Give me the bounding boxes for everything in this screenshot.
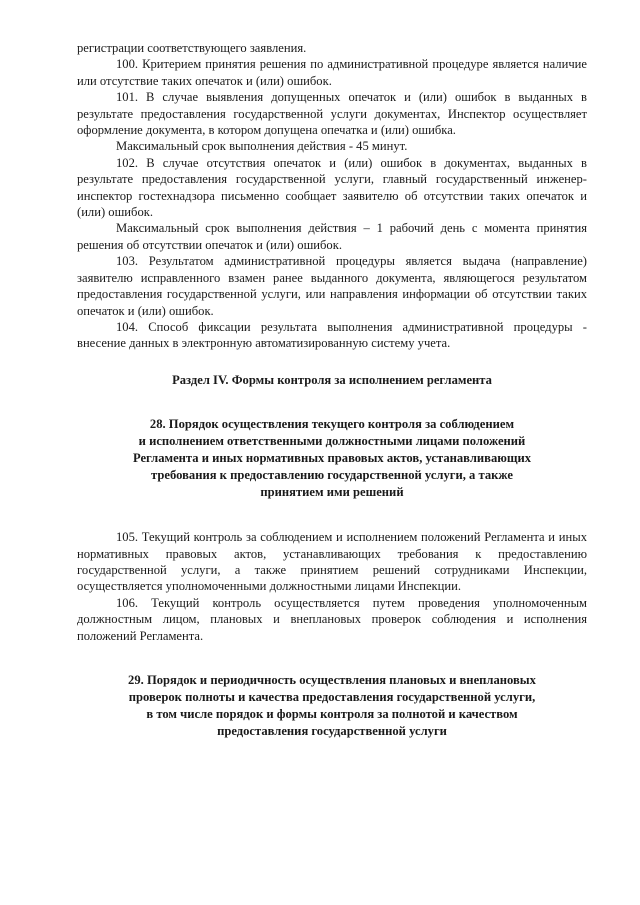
subsection-28-line: и исполнением ответственными должностными лицами положений xyxy=(138,434,526,449)
subsection-29-line: в том числе порядок и формы контроля за полнотой и качеством xyxy=(146,706,518,721)
paragraph-102: 102. В случае отсутствия опечаток и (или) ошибок в документах, выданных в результате предоставления государственной услуги, главный государственный инженер-инспектор гостехнадзора письменно сообщает заявителю об отсутствии таких опечаток и (или) ошибок. xyxy=(77,155,587,220)
paragraphs-28 xyxy=(77,529,587,644)
subsection-28-line: 28. Порядок осуществления текущего контроля за соблюдением xyxy=(149,417,515,432)
paragraph: регистрации соответствующего заявления. xyxy=(77,41,307,55)
subsection-29-line: проверок полноты и качества предоставления государственной услуги, xyxy=(128,689,536,704)
subsection-28-line: принятием ими решений xyxy=(260,485,404,500)
paragraph-103: 103. Результатом административной процедуры является выдача (направление) заявителю исправленного взамен ранее выданного документа, являющегося результатом предоставления государственной услуги, или направления информации об отсутствии таких опечаток и (или) ошибок. xyxy=(77,254,587,318)
paragraph-106: 106. Текущий контроль осуществляется путем проведения уполномоченным должностным лицом, плановых и внеплановых проверок соблюдения и исполнения положений Регламента. xyxy=(77,595,587,643)
subsection-29-title xyxy=(77,672,587,740)
paragraph-105: 105. Текущий контроль за соблюдением и исполнением положений Регламента и иных нормативных правовых актов, устанавливающих требования к предоставлению государственной услуги, а также принятием решений сотрудниками Инспекции, осуществляется уполномоченными должностными лицами Инспекции. xyxy=(77,530,587,594)
paragraph-101: 101. В случае выявления допущенных опечаток и (или) ошибок в выданных в результате предоставления государственной услуги документах, Инспектор осуществляет оформление документа, в котором допущена опечатка и (или) ошибка. xyxy=(77,90,587,138)
subsection-28-line: Регламента и иных нормативных правовых актов, устанавливающих xyxy=(132,451,532,466)
paragraph-deadline-45: Максимальный срок выполнения действия - 45 минут. xyxy=(116,139,408,154)
paragraph-deadline-1-day: Максимальный срок выполнения действия – 1 рабочий день с момента принятия решения об отсутствии опечаток и (или) ошибок. xyxy=(77,221,587,252)
subsection-29-line: 29. Порядок и периодичность осуществления плановых и внеплановых xyxy=(128,672,536,687)
paragraph-100: 100. Критерием принятия решения по административной процедуре является наличие или отсутствие таких опечаток и (или) ошибок. xyxy=(77,57,587,88)
section-title: Раздел IV. Формы контроля за исполнением регламента xyxy=(172,372,492,387)
subsection-29-line: предоставления государственной услуги xyxy=(217,723,447,738)
paragraphs-top xyxy=(77,40,587,352)
document-page xyxy=(77,40,587,740)
subsection-28-line: требования к предоставлению государственной услуги, а также xyxy=(151,468,513,483)
subsection-28-title xyxy=(77,416,587,501)
paragraph-104: 104. Способ фиксации результата выполнения административной процедуры - внесение данных в электронную автоматизированную систему учета. xyxy=(77,319,587,351)
